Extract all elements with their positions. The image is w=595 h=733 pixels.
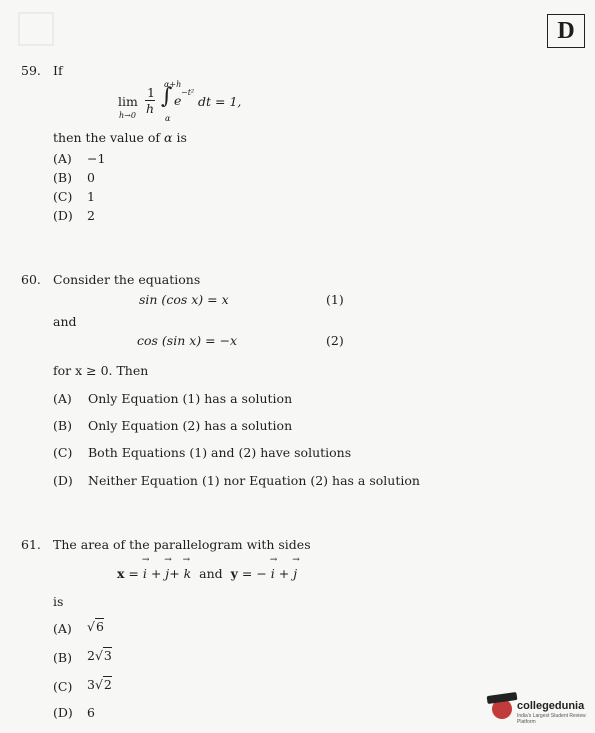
q61-option-c-label: (C)	[53, 679, 73, 694]
q61-option-d-value: 6	[87, 705, 95, 720]
prompt-variable: α	[164, 130, 173, 145]
q60-option-c-label: (C)	[53, 445, 73, 460]
prompt-end: is	[176, 130, 187, 145]
watermark-tagline: India's Largest Student Review Platform	[517, 713, 586, 725]
watermark-brand: collegedunia	[517, 700, 585, 712]
equation-1-tag: (1)	[326, 292, 344, 307]
q61-option-c-value: 3√2	[87, 677, 112, 692]
unit-vector-i-2: → i	[271, 566, 275, 581]
equation-2: cos (sin x) = −x	[137, 333, 238, 348]
and-word: and	[199, 566, 223, 581]
radicand: 2	[103, 677, 112, 692]
q61-option-b-value: 2√3	[87, 648, 112, 663]
q60-option-b-text: Only Equation (2) has a solution	[88, 418, 293, 433]
equation-tail: dt = 1,	[198, 94, 242, 109]
radicand: 3	[103, 648, 112, 663]
q61-option-a-value: √6	[87, 619, 104, 634]
question-60-number: 60.	[21, 272, 41, 287]
question-59-equation	[118, 80, 258, 126]
vector-y: y	[230, 566, 238, 581]
bleed-through-mark	[18, 12, 54, 46]
integrand-base: e	[174, 93, 182, 108]
q61-option-b-label: (B)	[53, 650, 72, 665]
unit-vector-j: → j	[165, 566, 169, 581]
q59-option-d-label: (D)	[53, 208, 73, 223]
q59-option-b-label: (B)	[53, 170, 72, 185]
q60-option-c-text: Both Equations (1) and (2) have solutions	[88, 445, 352, 460]
q59-option-d-text: 2	[87, 208, 95, 223]
integral-upper-limit: α+h	[164, 80, 182, 89]
integral-lower-limit: α	[165, 114, 171, 123]
prompt-text: then the value of	[53, 130, 161, 145]
fraction-denominator: h	[146, 101, 155, 116]
question-59-intro: If	[53, 63, 63, 78]
question-61-number: 61.	[21, 537, 41, 552]
q59-option-c-label: (C)	[53, 189, 73, 204]
integral-sign: ∫	[161, 84, 173, 109]
q59-option-b-text: 0	[87, 170, 95, 185]
radicand: 6	[95, 619, 104, 634]
coefficient: 3	[87, 677, 95, 692]
question-61-intro: The area of the parallelogram with sides	[53, 537, 311, 552]
question-61-vector-equation: x = → i + → j+ → k and y = − → i + → j	[117, 566, 297, 581]
q61-option-d-label: (D)	[53, 705, 73, 720]
q60-option-b-label: (B)	[53, 418, 72, 433]
equation-2-tag: (2)	[326, 333, 344, 348]
question-60-intro: Consider the equations	[53, 272, 201, 287]
unit-vector-j-2: → j	[293, 566, 297, 581]
question-59-prompt	[53, 130, 187, 145]
question-60-condition: for x ≥ 0. Then	[53, 363, 149, 378]
integrand-exponent: −t²	[181, 88, 195, 97]
lim-operator: lim	[118, 94, 138, 109]
q61-option-a-label: (A)	[53, 621, 72, 636]
q60-option-a-text: Only Equation (1) has a solution	[88, 391, 293, 406]
q59-option-a-label: (A)	[53, 151, 72, 166]
q60-option-d-text: Neither Equation (1) nor Equation (2) has a solution	[88, 473, 420, 488]
vector-x: x	[117, 566, 125, 581]
question-59-number: 59.	[21, 63, 41, 78]
question-61-tail: is	[53, 594, 64, 609]
q59-option-a-text: −1	[87, 151, 106, 166]
equation-1: sin (cos x) = x	[139, 292, 229, 307]
fraction-numerator: 1	[147, 85, 155, 100]
q59-option-c-text: 1	[87, 189, 95, 204]
lim-subscript: h→0	[119, 111, 136, 120]
booklet-code: D	[557, 17, 575, 44]
unit-vector-i: → i	[143, 566, 147, 581]
booklet-code-box	[547, 14, 585, 48]
unit-vector-k: → k	[184, 566, 192, 581]
q60-option-a-label: (A)	[53, 391, 72, 406]
question-60-connector: and	[53, 314, 77, 329]
q60-option-d-label: (D)	[53, 473, 73, 488]
coefficient: 2	[87, 648, 95, 663]
